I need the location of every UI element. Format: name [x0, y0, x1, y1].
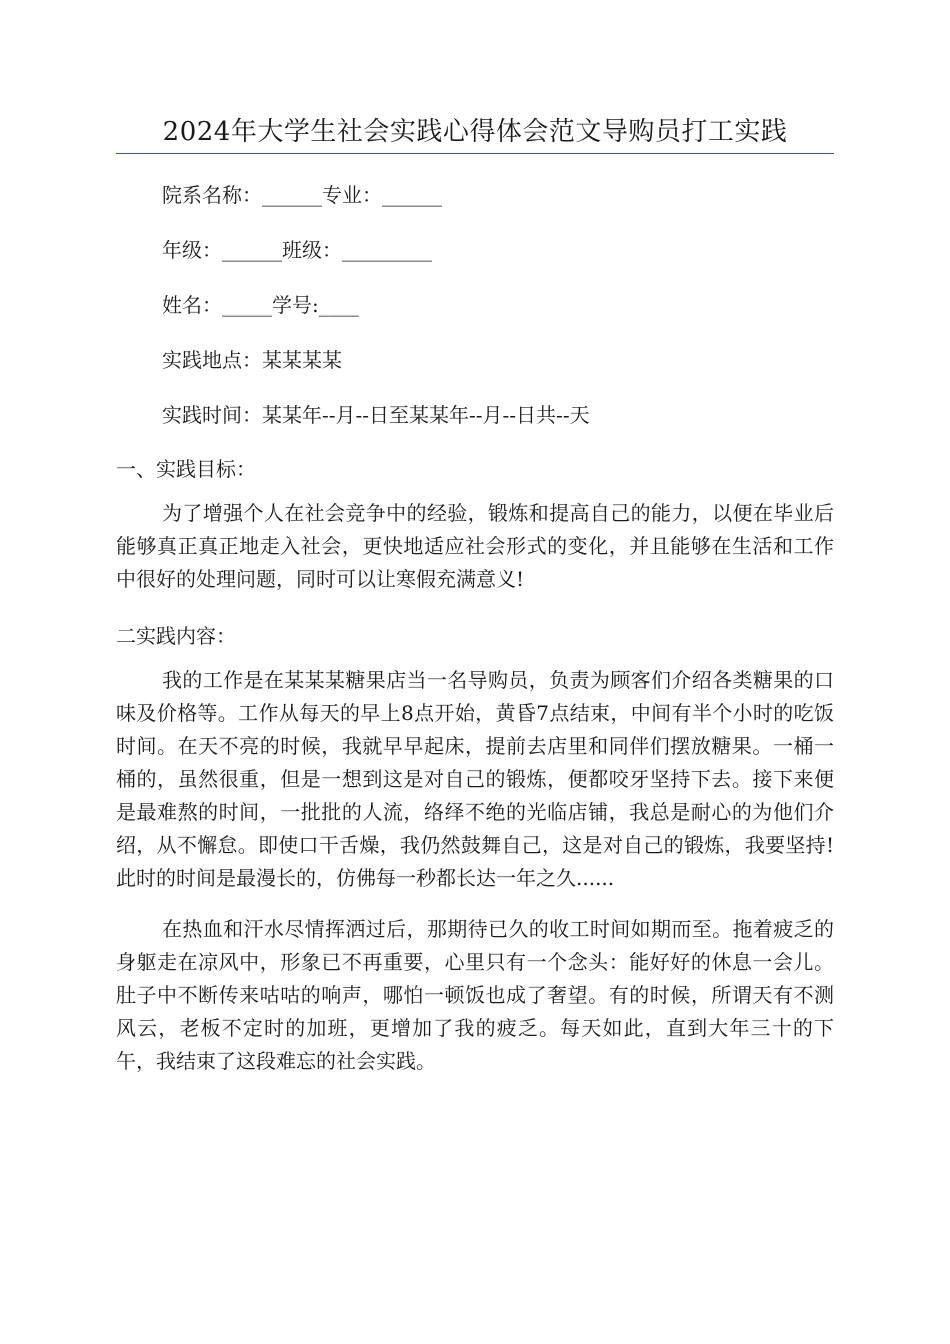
info-line-location: 实践地点：某某某某	[162, 348, 342, 372]
info-line-time: 实践时间：某某年--月--日至某某年--月--日共--天	[162, 403, 590, 427]
paragraph-content-2: 在热血和汗水尽情挥洒过后，那期待已久的收工时间如期而至。拖着疲乏的身躯走在凉风中，形象已不再重要，心里只有一个念头：能好好的休息一会儿。肚子中不断传来咕咕的响声，哪怕一顿饭也成了奢望。有的时候，所谓天有不测风云，老板不定时的加班，更增加了我的疲乏。每天如此，直到大年三十的下午，我结束了这段难忘的社会实践。	[116, 917, 834, 1073]
document-title: 2024年大学生社会实践心得体会范文导购员打工实践	[162, 117, 788, 147]
section-heading-content: 二实践内容：	[116, 624, 236, 648]
info-line-grade: 年级：______班级：_________	[162, 238, 432, 262]
paragraph-goals: 为了增强个人在社会竞争中的经验，锻炼和提高自己的能力，以便在毕业后能够真正真正地走入社会，更快地适应社会形式的变化，并且能够在生活和工作中很好的处理问题，同时可以让寒假充满意义!	[116, 501, 834, 591]
paragraph-content-1: 我的工作是在某某某糖果店当一名导购员，负责为顾客们介绍各类糖果的口味及价格等。工作从每天的早上8点开始，黄昏7点结束，中间有半个小时的吃饭时间。在天不亮的时候，我就早早起床，提前去店里和同伴们摆放糖果。一桶一桶的，虽然很重，但是一想到这是对自己的锻炼，便都咬牙坚持下去。接下来便是最难熬的时间，一批批的人流，络绎不绝的光临店铺，我总是耐心的为他们介绍，从不懈怠。即使口干舌燥，我仍然鼓舞自己，这是对自己的锻炼，我要坚持!此时的时间是最漫长的，仿佛每一秒都长达一年之久......	[116, 668, 834, 890]
title-underline	[116, 153, 834, 154]
section-heading-goals: 一、实践目标：	[116, 457, 256, 481]
info-line-name: 姓名：_____学号:____	[162, 293, 359, 317]
document-body	[116, 170, 834, 1078]
info-line-department: 院系名称：______专业：______	[162, 183, 442, 207]
